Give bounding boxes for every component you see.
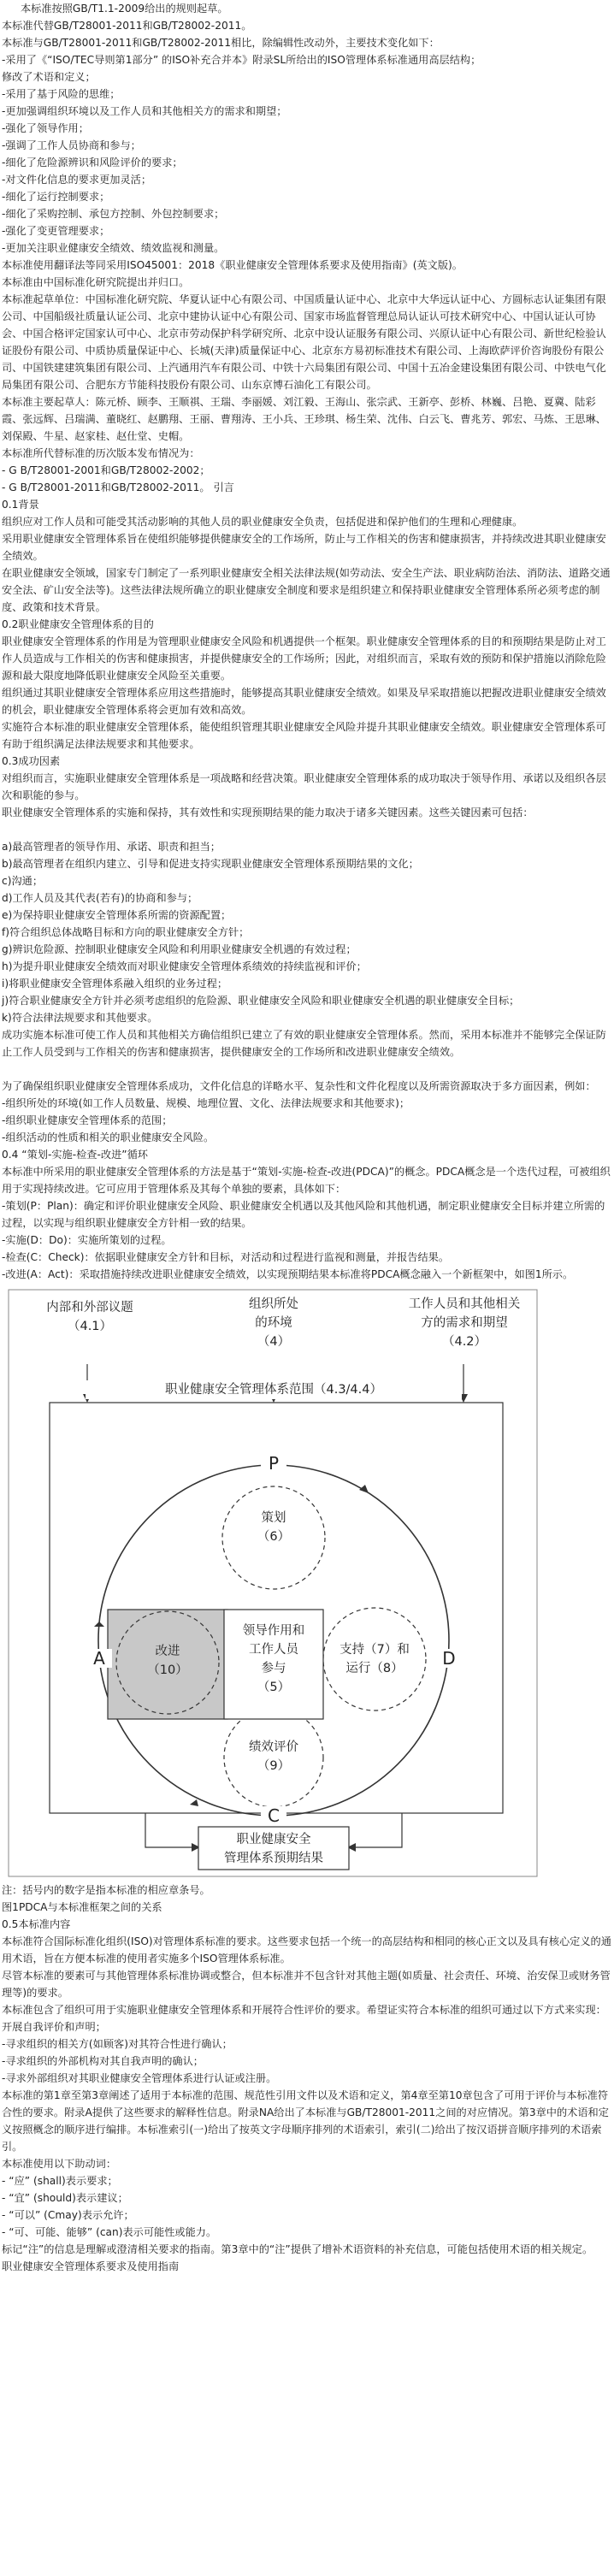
pdca-diagram — [0, 1283, 547, 1882]
plan-label: 策划 （6） — [257, 1511, 291, 1544]
paragraph: -强化了变更管理要求； — [2, 225, 110, 237]
paragraph: 0.1背景 — [2, 499, 39, 511]
paragraph: 本标准包含了组织可用于实施职业健康安全管理体系和开展符合性评价的要求。希望证实符合本标准的组织可通过以下方式来实现：开展自我评价和声明； — [2, 2004, 606, 2033]
support-operation-label: 支持（7）和 运行（8） — [339, 1643, 410, 1675]
paragraph: -寻求组织的相关方(如顾客)对其符合性进行确认； — [2, 2038, 233, 2050]
paragraph: 为了确保组织职业健康安全管理体系成功，文件化信息的详略水平、复杂性和文件化程度以及所需资源取决于多方面因素，例如： — [2, 1080, 596, 1092]
results-label: 职业健康安全 管理体系预期结果 — [224, 1833, 323, 1865]
document-body-top — [0, 0, 614, 1283]
paragraph: 修改了术语和定义； — [2, 71, 96, 83]
paragraph: 本标准按照GB/T1.1-2009给出的规则起草。 — [21, 3, 228, 15]
paragraph: -采用了《“ISO/TEC导则第1部分” 的ISO补充合并本》附录SL所给出的ISO管理体系标准通用高层结构； — [2, 54, 481, 66]
paragraph: - “宜” (should)表示建议； — [2, 2192, 128, 2204]
paragraph: 本标准中所采用的职业健康安全管理体系的方法是基于“策划-实施-检查-改进(PDCA)”的概念。PDCA概念是一个迭代过程，可被组织用于实现持续改进。它可应用于管理体系及其每个单独的要素，具体如下： — [2, 1166, 611, 1195]
improvement-label: 改进 （10） — [147, 1645, 188, 1677]
paragraph: - “可、可能、能够” (can)表示可能性或能力。 — [2, 2226, 217, 2238]
paragraph: -更加强调组织环境以及工作人员和其他相关方的需求和期望； — [2, 105, 287, 117]
evaluation-label: 绩效评价 （9） — [249, 1740, 298, 1773]
paragraph: -更加关注职业健康安全绩效、绩效监视和测量。 — [2, 242, 225, 254]
letter-a: A — [86, 1649, 112, 1668]
paragraph: g)辨识危险源、控制职业健康安全风险和利用职业健康安全机遇的有效过程； — [2, 943, 357, 955]
paragraph: 本标准的第1章至第3章阐述了适用于本标准的范围、规范性引用文件以及术语和定义，第4章至第10章包含了可用于评价与本标准符合性的要求。附录A提供了这些要求的解释性信息。附录NA给出了本标准与GB/T28001-2011之间的对应情况。第3章中的术语和定义按照概念的顺序进行编排。本标准索引(一)给出了按英文字母顺序排列的术语索引，索引(二)给出了按汉语拼音顺序排列的术语索引。 — [2, 2089, 609, 2153]
paragraph: 成功实施本标准可使工作人员和其他相关方确信组织已建立了有效的职业健康安全管理体系。然而，采用本标准并不能够完全保证防止工作人员受到与工作相关的伤害和健康损害，提供健康安全的工作场所和改进职业健康安全绩效。 — [2, 1029, 606, 1058]
paragraph: -细化了危险源辨识和风险评价的要求； — [2, 157, 183, 168]
paragraph: f)符合组织总体战略目标和方向的职业健康安全方针； — [2, 926, 250, 938]
paragraph: -细化了采购控制、承包方控制、外包控制要求； — [2, 208, 225, 220]
paragraph: 在职业健康安全领域，国家专门制定了一系列职业健康安全相关法律法规(如劳动法、安全生产法、职业病防治法、消防法、道路交通安全法、矿山安全法等)。这些法律法规所确立的职业健康安全制度和要求是组织建立和保持职业健康安全管理体系所必须考虑的制度、政策和技术背景。 — [2, 567, 611, 613]
paragraph: 0.3成功因素 — [2, 755, 61, 767]
paragraph: 尽管本标准的要素可与其他管理体系标准协调或整合，但本标准并不包含针对其他主题(如质量、社会责任、环境、治安保卫或财务管理等)的要求。 — [2, 1970, 611, 1999]
paragraph: a)最高管理者的领导作用、承诺、职责和担当； — [2, 841, 221, 853]
paragraph: 本标准所代替标准的历次版本发布情况为： — [2, 447, 200, 459]
paragraph: 本标准符合国际标准化组织(ISO)对管理体系标准的要求。这些要求包括一个统一的高层结构和相同的核心正文以及具有核心定义的通用术语，旨在方便本标准的使用者实施多个ISO管理体系标准。 — [2, 1935, 611, 1964]
paragraph: 组织通过其职业健康安全管理体系应用这些措施时，能够提高其职业健康安全绩效。如果及早采取措施以把握改进职业健康安全绩效的机会，职业健康安全管理体系将会更加有效和高效。 — [2, 687, 606, 716]
paragraph: -对文件化信息的要求更加灵活； — [2, 174, 152, 186]
paragraph: -实施(D：Do)：实施所策划的过程。 — [2, 1234, 172, 1246]
paragraph: - G B/T28001-2011和GB/T28002-2011。 引言 — [2, 482, 234, 493]
worker-needs-label: 工作人员和其他相关 方的需求和期望 （4.2） — [408, 1297, 521, 1349]
paragraph: 本标准与GB/T28001-2011和GB/T28002-2011相比，除编辑性改动外，主要技术变化如下： — [2, 37, 440, 49]
paragraph: 0.4 “策划-实施-检查-改进”循环 — [2, 1149, 148, 1161]
blank-line — [0, 1061, 614, 1078]
scope-label: 职业健康安全管理体系范围（4.3/4.4） — [86, 1380, 462, 1399]
paragraph: j)符合职业健康安全方针并必须考虑组织的危险源、职业健康安全风险和职业健康安全机遇的职业健康安全目标； — [2, 995, 520, 1007]
paragraph: -寻求外部组织对其职业健康安全管理体系进行认证或注册。 — [2, 2072, 277, 2084]
internal-external-issues-label: 内部和外部议题 （4.1） — [46, 1301, 133, 1333]
paragraph: -寻求组织的外部机构对其自我声明的确认； — [2, 2055, 204, 2067]
paragraph: -改进(A：Act)：采取措施持续改进职业健康安全绩效，以实现预期结果本标准将PDCA概念融入一个新框架中，如图1所示。 — [2, 1268, 574, 1280]
paragraph: 本标准使用翻译法等同采用ISO45001：2018《职业健康安全管理体系要求及使用指南》(英文版)。 — [2, 259, 463, 271]
letter-d: D — [436, 1649, 462, 1668]
paragraph: -组织活动的性质和相关的职业健康安全风险。 — [2, 1131, 215, 1143]
document-body-bottom — [0, 1882, 614, 2275]
paragraph: - “应” (shall)表示要求； — [2, 2175, 118, 2187]
paragraph: -采用了基于风险的思维； — [2, 88, 121, 100]
paragraph: - G B/T28001-2001和GB/T28002-2002； — [2, 464, 210, 476]
paragraph: 组织应对工作人员和可能受其活动影响的其他人员的职业健康安全负责，包括促进和保护他们的生理和心理健康。 — [2, 516, 523, 528]
paragraph: 职业健康安全管理体系要求及使用指南 — [2, 2260, 180, 2272]
paragraph: -检查(C：Check)：依据职业健康安全方针和目标，对活动和过程进行监视和测量，并报告结果。 — [2, 1251, 450, 1263]
paragraph: 0.2职业健康安全管理体系的目的 — [2, 618, 154, 630]
pdca-figure — [0, 1283, 547, 1882]
paragraph: 本标准代替GB/T28001-2011和GB/T28002-2011。 — [2, 20, 252, 32]
paragraph: 采用职业健康安全管理体系旨在使组织能够提供健康安全的工作场所，防止与工作相关的伤害和健康损害，并持续改进其职业健康安全绩效。 — [2, 533, 606, 562]
paragraph: 本标准使用以下助动词： — [2, 2158, 117, 2170]
paragraph: -组织所处的环境(如工作人员数量、规模、地理位置、文化、法律法规要求和其他要求)； — [2, 1097, 410, 1109]
paragraph: 本标准起草单位：中国标准化研究院、华夏认证中心有限公司、中国质量认证中心、北京中大华远认证中心、方圆标志认证集团有限公司、中国船级社质量认证公司、北京中建协认证中心有限公司、国家市场监督管理总局认证认可技术研究中心、中国认证认可协会、中国合格评定国家认可中心、北京市劳动保护科学研究所、北京中设认证服务有限公司、兴原认证中心有限公司、新世纪检验认证股份有限公司、中质协质量保证中心、长城(天津)质量保证中心、北京东方易初标准技术有限公司、上海欧萨评价咨询股份有限公司、中国铁建建筑集团有限公司、上汽通用汽车有限公司、中铁十六局集团有限公司、中国十五冶金建设集团有限公司、中铁电气化局集团有限公司、合肥东方节能科技股份有限公司、山东京博石油化工有限公司。 — [2, 293, 606, 391]
context-label: 组织所处 的环境 （4） — [249, 1297, 298, 1349]
paragraph: d)工作人员及其代表(若有)的协商和参与； — [2, 892, 198, 904]
paragraph: 对组织而言，实施职业健康安全管理体系是一项战略和经营决策。职业健康安全管理体系的成功取决于领导作用、承诺以及组织各层次和职能的参与。 — [2, 772, 606, 801]
paragraph: c)沟通； — [2, 875, 44, 887]
paragraph: -细化了运行控制要求； — [2, 191, 110, 203]
leadership-label: 领导作用和 工作人员 参与 （5） — [242, 1624, 305, 1694]
paragraph: 职业健康安全管理体系的作用是为管理职业健康安全风险和机遇提供一个框架。职业健康安全管理体系的目的和预期结果是防止对工作人员造成与工作相关的伤害和健康损害，并提供健康安全的工作场所；因此，对组织而言，采取有效的预防和保护措施以消除危险源和最大限度地降低职业健康安全风险至关重要。 — [2, 635, 606, 682]
letter-c: C — [261, 1806, 286, 1825]
paragraph: 实施符合本标准的职业健康安全管理体系，能使组织管理其职业健康安全风险并提升其职业健康安全绩效。职业健康安全管理体系可有助于组织满足法律法规要求和其他要求。 — [2, 721, 606, 750]
paragraph: -强调了工作人员协商和参与； — [2, 139, 141, 151]
paragraph: h)为提升职业健康安全绩效而对职业健康安全管理体系绩效的持续监视和评价； — [2, 960, 367, 972]
paragraph: -组织职业健康安全管理体系的范围； — [2, 1114, 173, 1126]
paragraph: -强化了领导作用； — [2, 122, 89, 134]
paragraph: 本标准主要起草人：陈元桥、顾李、王顺祺、王瑞、李丽媛、刘江毅、王海山、张宗武、王新亭、彭桥、林巍、吕艳、夏冀、陆彩霞、张远辉、吕瑞满、董晓红、赵鹏翔、王丽、曹翔涛、王小兵、王珍琪、杨生荣、沈伟、白云飞、曹兆芳、郭宏、马炼、王思琳、刘保殿、牛星、赵家桂、赵仕堂、史帽。 — [2, 396, 606, 442]
paragraph: - “可以” (Cmay)表示允许； — [2, 2209, 134, 2221]
paragraph: -策划(P：Plan)：确定和评价职业健康安全风险、职业健康安全机遇以及其他风险和其他机遇，制定职业健康安全目标并建立所需的过程，以实现与组织职业健康安全方针相一致的结果。 — [2, 1200, 605, 1229]
paragraph: 0.5本标准内容 — [2, 1918, 71, 1930]
paragraph: k)符合法律法规要求和其他要求。 — [2, 1012, 158, 1024]
paragraph: e)为保持职业健康安全管理体系所需的资源配置； — [2, 909, 232, 921]
letter-p: P — [261, 1454, 286, 1473]
blank-line — [0, 821, 614, 838]
paragraph: 本标准由中国标准化研究院提出并归口。 — [2, 276, 190, 288]
paragraph: 注：括号内的数字是指本标准的相应章条号。 — [2, 1884, 210, 1896]
paragraph: i)将职业健康安全管理体系融入组织的业务过程； — [2, 978, 228, 990]
paragraph: 图1PDCA与本标准框架之间的关系 — [2, 1901, 162, 1913]
paragraph: b)最高管理者在组织内建立、引导和促进支持实现职业健康安全管理体系预期结果的文化； — [2, 858, 419, 870]
paragraph: 标记“注”的信息是理解或澄清相关要求的指南。第3章中的“注”提供了增补术语资料的补充信息，可能包括使用术语的相关规定。 — [2, 2243, 593, 2255]
paragraph: 职业健康安全管理体系的实施和保持，其有效性和实现预期结果的能力取决于诸多关键因素。这些关键因素可包括： — [2, 806, 534, 818]
